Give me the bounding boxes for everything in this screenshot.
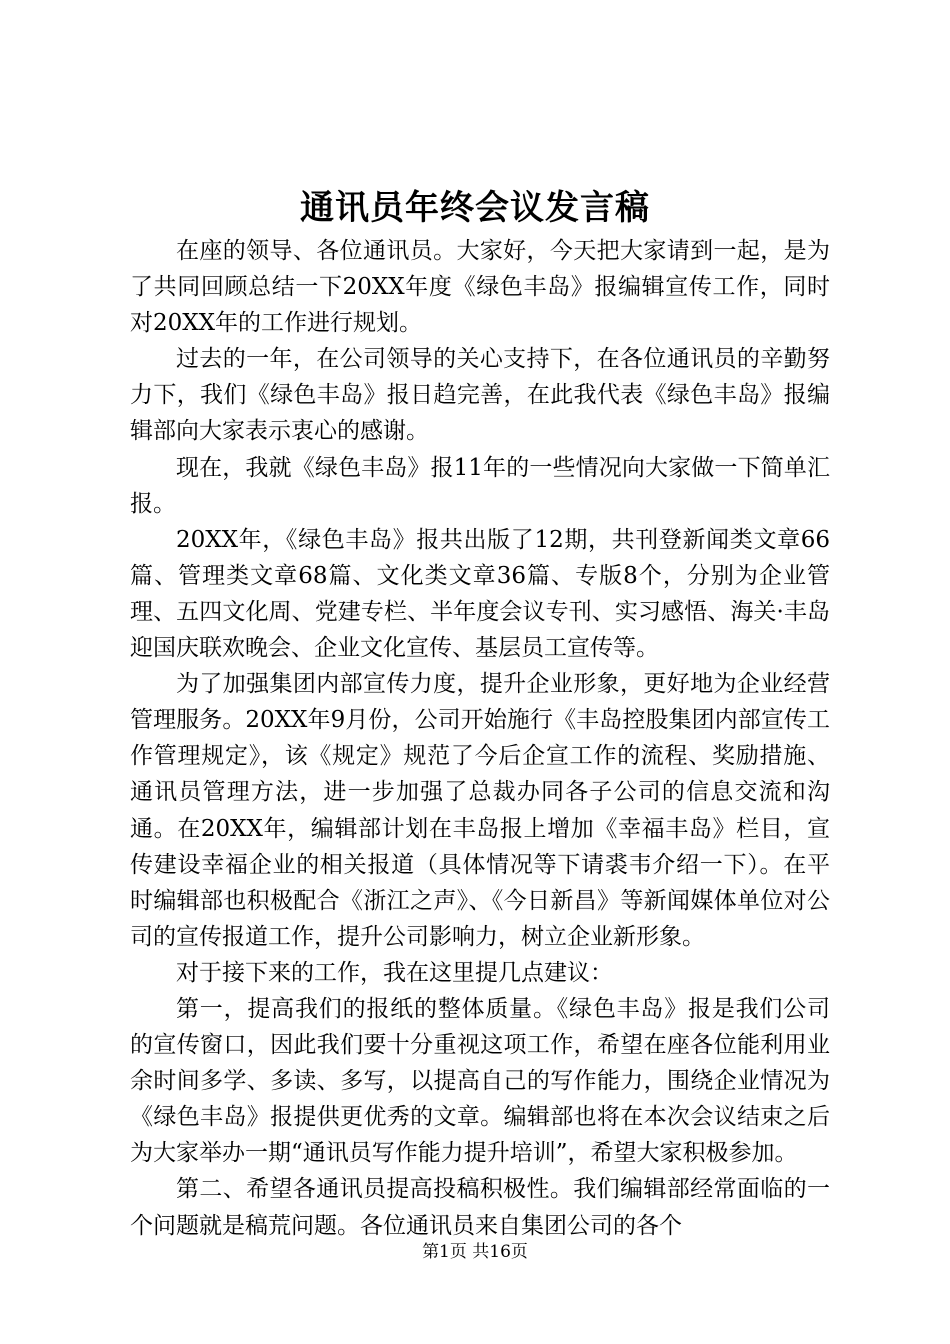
paragraph: 在座的领导、各位通讯员。大家好，今天把大家请到一起，是为了共同回顾总结一下20XX年度《绿色丰岛》报编辑宣传工作，同时对20XX年的工作进行规划。	[130, 238, 830, 337]
paragraph: 对于接下来的工作，我在这里提几点建议：	[176, 959, 613, 986]
paragraph: 20XX年，《绿色丰岛》报共出版了12期，共刊登新闻类文章66篇、管理类文章68篇、文化类文章36篇、专版8个，分别为企业管理、五四文化周、党建专栏、半年度会议专刊、实习感悟、海关·丰岛迎国庆联欢晚会、企业文化宣传、基层员工宣传等。	[130, 526, 830, 662]
paragraph: 为了加强集团内部宣传力度，提升企业形象，更好地为企业经营管理服务。20XX年9月份，公司开始施行《丰岛控股集团内部宣传工作管理规定》，该《规定》规范了今后企宣工作的流程、奖励措施、通讯员管理方法，进一步加强了总裁办同各子公司的信息交流和沟通。在20XX年，编辑部计划在丰岛报上增加《幸福丰岛》栏目，宣传建设幸福企业的相关报道（具体情况等下请裘韦介绍一下）。在平时编辑部也积极配合《浙江之声》、《今日新昌》等新闻媒体单位对公司的宣传报道工作，提升公司影响力，树立企业新形象。	[130, 671, 830, 950]
document-title: 通讯员年终会议发言稿	[300, 188, 650, 228]
paragraph: 第二、希望各通讯员提高投稿积极性。我们编辑部经常面临的一个问题就是稿荒问题。各位通讯员来自集团公司的各个	[130, 1176, 830, 1239]
paragraph: 第一，提高我们的报纸的整体质量。《绿色丰岛》报是我们公司的宣传窗口，因此我们要十分重视这项工作，希望在座各位能利用业余时间多学、多读、多写，以提高自己的写作能力，围绕企业情况为《绿色丰岛》报提供更优秀的文章。编辑部也将在本次会议结束之后为大家举办一期“通讯员写作能力提升培训”，希望大家积极参加。	[130, 995, 830, 1167]
paragraph: 现在，我就《绿色丰岛》报11年的一些情况向大家做一下简单汇报。	[130, 454, 830, 517]
document-body	[130, 233, 830, 1244]
page-number-footer: 第1页 共16页	[422, 1242, 528, 1262]
paragraph: 过去的一年，在公司领导的关心支持下，在各位通讯员的辛勤努力下，我们《绿色丰岛》报日趋完善，在此我代表《绿色丰岛》报编辑部向大家表示衷心的感谢。	[130, 346, 830, 445]
